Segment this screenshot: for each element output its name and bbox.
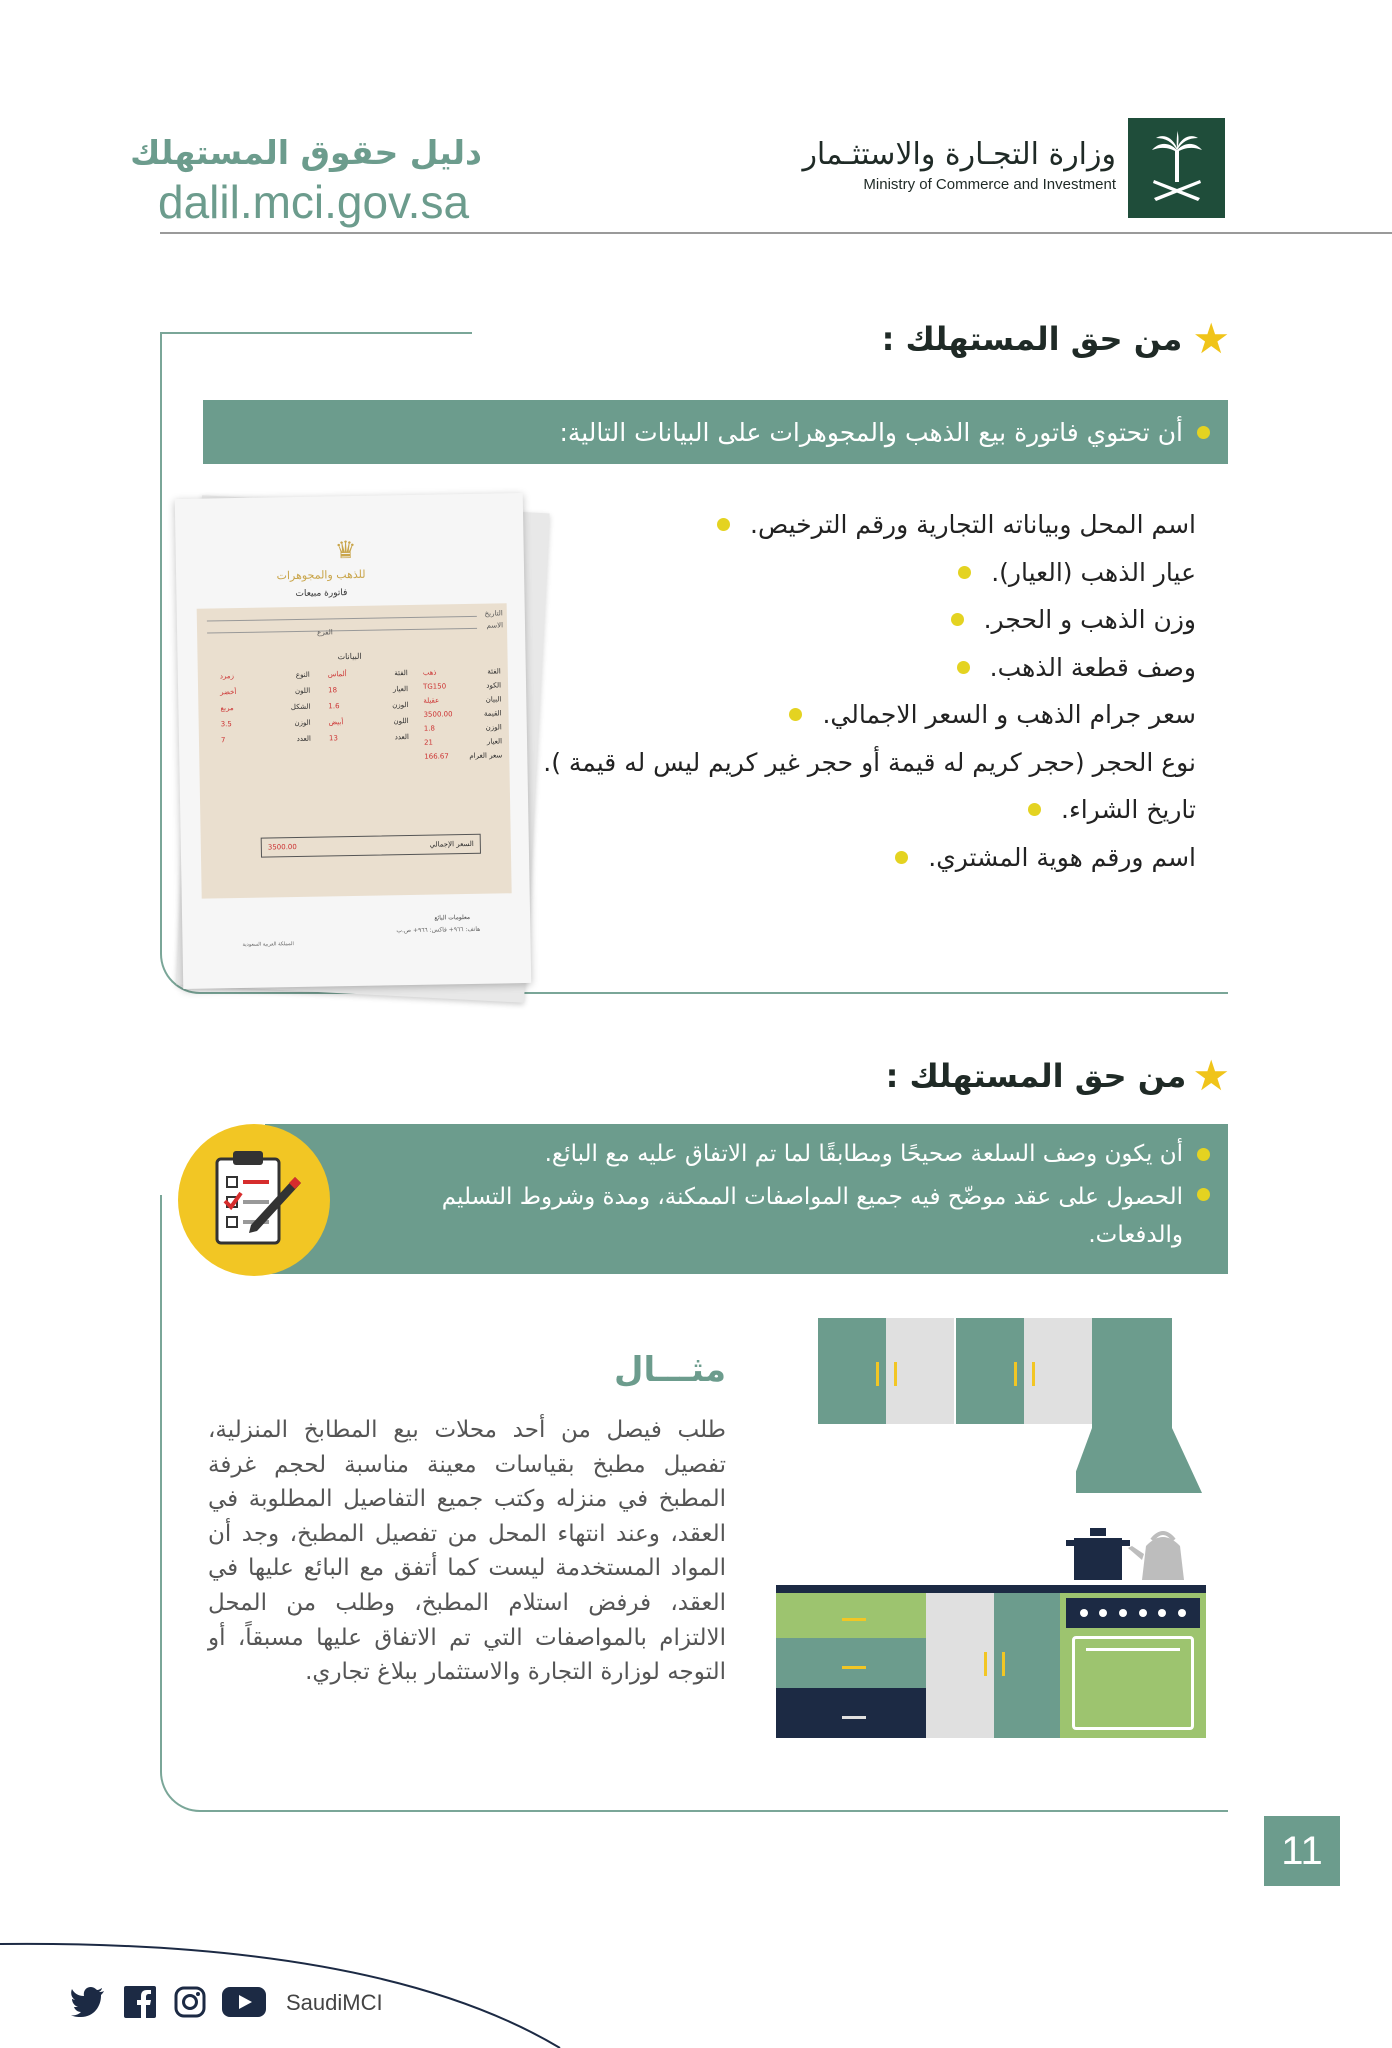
list-item: عيار الذهب (العيار).: [958, 558, 1196, 587]
example-text: طلب فيصل من أحد محلات بيع المطابخ المنزلية، تفصيل مطبخ بقياسات معينة مناسبة لحجم غرفة المطبخ في منزله وكتب جميع التفاصيل المطلوبة في العقد، وعند انتهاء المحل من تفصيل المطبخ، وجد أن المواد المستخدمة ليست كما أتفق مع البائع عليها في العقد، فرفض استلام المطبخ، وطلب من المحل الالتزام بالمواصفات التي تم الاتفاق عليها مسبقاً، أو التوجه لوزارة التجارة والاستثمار ببلاغ تجاري.: [208, 1417, 726, 1686]
social-handle[interactable]: SaudiMCI: [286, 1990, 383, 2015]
bullet-dot: [1197, 426, 1210, 439]
bullet-dot: [789, 708, 802, 721]
countertop: [776, 1585, 1206, 1593]
twitter-icon[interactable]: [70, 1985, 106, 2019]
section2-item: أن يكون وصف السلعة صحيحًا ومطابقًا لما تم الاتفاق عليه مع البائع.: [265, 1136, 1210, 1172]
invoice-shop-name: للذهب والمجوهرات: [276, 567, 366, 583]
example-title: مثـــال: [613, 1350, 726, 1390]
invoice-col3: زمرد النوع أخضر اللون مربع الشكل 3.5 الوزن 7 العدد: [219, 670, 312, 745]
footer-curve: [0, 1920, 600, 2048]
drawer: [776, 1638, 926, 1688]
clipboard-icon: [199, 1145, 309, 1255]
section1-frame-top: [162, 332, 472, 334]
drawer: [776, 1688, 926, 1738]
palm-swords-emblem-icon: [1142, 128, 1212, 208]
drawer: [776, 1593, 926, 1638]
pot-icon: [1066, 1524, 1130, 1582]
section2-item: الحصول على عقد موضّح فيه جميع المواصفات الممكنة، ومدة وشروط التسليم والدفعات.: [265, 1178, 1210, 1254]
facebook-icon[interactable]: [122, 1985, 158, 2019]
bullet-dot: [957, 661, 970, 674]
kitchen-illustration: [776, 1318, 1206, 1758]
youtube-icon[interactable]: [222, 1985, 266, 2019]
ministry-logo: [1128, 118, 1225, 218]
instagram-icon[interactable]: [172, 1985, 208, 2019]
invoice-illustration: [175, 492, 545, 1002]
list-item: اسم المحل وبياناته التجارية ورقم الترخيص.: [717, 510, 1196, 539]
list-item: وصف قطعة الذهب.: [957, 653, 1196, 682]
section1-heading: [830, 314, 1230, 363]
list-item: اسم ورقم هوية المشتري.: [895, 843, 1196, 872]
section1-banner-text: أن تحتوي فاتورة بيع الذهب والمجوهرات على البيانات التالية:: [559, 417, 1183, 447]
bullet-dot: [1197, 1148, 1210, 1161]
invoice-col1: ذهب الفئة TG150 الكود عقيلة البيان 3500.00 القيمة 1.8 الوزن 21 العيار 166.67 سعر الغرام: [422, 667, 503, 761]
ministry-name-en: Ministry of Commerce and Investment: [863, 176, 1116, 193]
list-item: سعر جرام الذهب و السعر الاجمالي.: [789, 700, 1196, 729]
section2-title: من حق المستهلك :: [885, 1057, 1187, 1095]
oven-control-panel: [1066, 1598, 1200, 1628]
page-number: 11: [1264, 1816, 1340, 1886]
checklist-icon: [178, 1124, 330, 1276]
section1-list: [530, 510, 1196, 872]
bullet-dot: [1197, 1188, 1210, 1201]
bullet-dot: [895, 851, 908, 864]
range-hood-icon: [1076, 1318, 1206, 1493]
section2-heading: [830, 1051, 1230, 1100]
bullet-dot: [717, 518, 730, 531]
invoice-paper: ♛ للذهب والمجوهرات فاتورة مبيعات التاريخ الاسم الفرع البيانات ذهب الفئة TG150 الكود عقيلة البيان 3500.00 القيمة 1.8 الوزن 21 العيار 166.67 سعر الغرام ألماس الفئة 18 العيار 1.6 الوزن أبيض اللون 13 العدد زمرد النوع أخضر اللون مربع الشكل 3.5 الوزن 7 العدد 3500.00 السعر الإجمالي معلومات البائع هاتف: ٩٦٦+ فاكس: ٩٦٦+ ص.ب المملكة العربية السعودية: [175, 493, 531, 989]
ministry-name-ar: وزارة التجـارة والاستثـمار: [802, 137, 1116, 172]
list-item: وزن الذهب و الحجر.: [951, 605, 1196, 634]
crown-icon: ♛: [334, 535, 357, 565]
list-item: نوع الحجر (حجر كريم له قيمة أو حجر غير كريم ليس له قيمة ).: [510, 748, 1196, 777]
section2-banner: [265, 1124, 1228, 1274]
section1-banner: [203, 400, 1228, 464]
invoice-title: فاتورة مبيعات: [295, 588, 348, 599]
invoice-total-box: 3500.00 السعر الإجمالي: [261, 834, 481, 858]
guide-title: دليل حقوق المستهلك: [130, 133, 482, 172]
bullet-dot: [958, 566, 971, 579]
guide-url-link[interactable]: dalil.mci.gov.sa: [158, 176, 470, 228]
bullet-dot: [951, 613, 964, 626]
bullet-dot: [1028, 803, 1041, 816]
star-icon: ★: [1192, 314, 1230, 363]
header-divider: [160, 232, 1392, 234]
kettle-icon: [1128, 1526, 1198, 1582]
invoice-body: التاريخ الاسم الفرع البيانات ذهب الفئة TG150 الكود عقيلة البيان 3500.00 القيمة 1.8 الوزن 21 العيار 166.67 سعر الغرام ألماس الفئة 18 العيار 1.6 الوزن أبيض اللون 13 العدد زمرد النوع أخضر اللون مربع الشكل 3.5 الوزن 7 العدد 3500.00 السعر الإجمالي: [197, 603, 512, 898]
invoice-col2: ألماس الفئة 18 العيار 1.6 الوزن أبيض اللون 13 العدد: [327, 669, 410, 743]
section1-title: من حق المستهلك :: [881, 320, 1183, 358]
star-icon: ★: [1192, 1051, 1230, 1100]
list-item: تاريخ الشراء.: [1028, 795, 1196, 824]
